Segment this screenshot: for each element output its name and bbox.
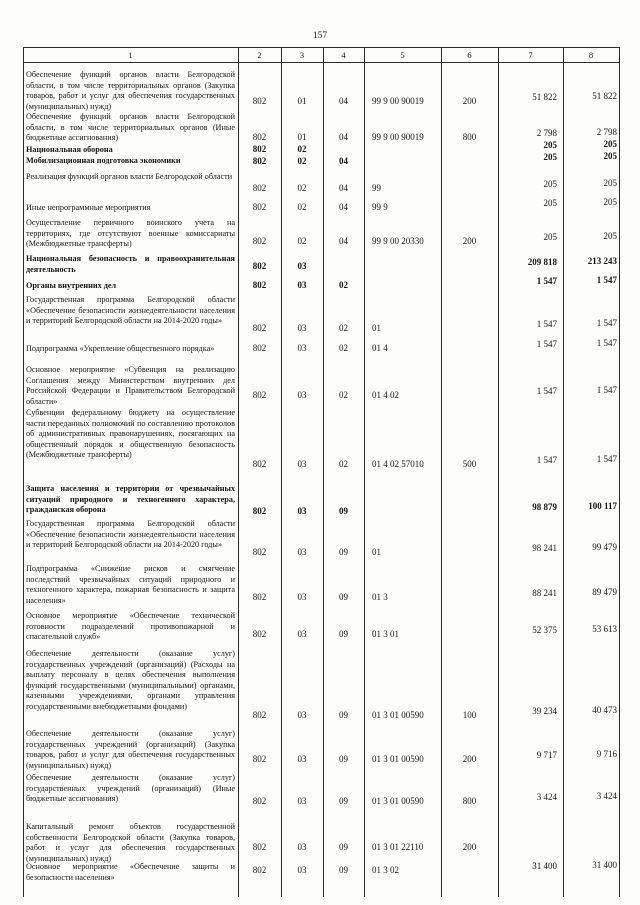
target-article-cell: 01 3 02	[372, 865, 399, 875]
page-number: 157	[312, 31, 328, 41]
amount-first-cell: 2 798	[536, 128, 557, 138]
admin-code-cell: 802	[252, 710, 267, 720]
amount-second-cell: 3 424	[596, 791, 617, 801]
section-code-cell: 02	[297, 236, 307, 246]
column-rule	[238, 47, 239, 897]
admin-code-cell: 802	[252, 132, 267, 142]
subsection-code-cell: 09	[339, 547, 348, 557]
section-code-cell: 03	[297, 754, 307, 764]
subsection-code-cell: 02	[339, 390, 348, 400]
subsection-code-cell: 09	[339, 629, 348, 639]
subsection-code-cell: 02	[339, 280, 348, 290]
admin-code-cell: 802	[252, 865, 267, 875]
column-rule	[441, 47, 442, 897]
column-rule	[323, 47, 324, 897]
target-article-cell: 99 9 00 20330	[372, 236, 424, 246]
row-description: Подпрограмма «Снижение рисков и смягчение последствий чрезвычайных ситуаций природного и техногенного характера, пожарная безопасность и защита населения»	[26, 564, 235, 605]
amount-second-cell: 99 479	[592, 542, 617, 552]
section-code-cell: 03	[297, 592, 307, 602]
column-header-5: 5	[400, 50, 405, 60]
amount-first-cell: 39 234	[532, 706, 557, 716]
amount-first-cell: 1 547	[536, 276, 557, 286]
amount-second-cell: 40 473	[592, 705, 617, 715]
amount-first-cell: 1 547	[536, 386, 557, 396]
column-header-8: 8	[588, 50, 594, 60]
amount-second-cell: 213 243	[587, 256, 617, 266]
admin-code-cell: 802	[252, 390, 267, 400]
expense-type-cell: 200	[462, 754, 477, 764]
section-code-cell: 02	[297, 202, 307, 212]
subsection-code-cell: 09	[339, 865, 348, 875]
header-bottom-rule	[23, 62, 620, 63]
subsection-code-cell: 09	[339, 842, 348, 852]
amount-second-cell: 9 716	[596, 749, 617, 759]
row-description: Иные непрограммные мероприятия	[26, 203, 151, 212]
subsection-code-cell: 04	[339, 202, 348, 212]
amount-second-cell: 89 479	[592, 587, 617, 597]
subsection-code-cell: 04	[339, 183, 348, 193]
target-article-cell: 99 9 00 90019	[372, 96, 424, 106]
row-description: Реализация функций органов власти Белгородской области	[26, 172, 233, 181]
row-description: Обеспечение функций органов власти Белгородской области, в том числе территориальных органов (Закупка товаров, работ и услуг для обеспечения государственных (муниципальных) нужд)	[26, 70, 235, 111]
row-description: Основное мероприятие «Обеспечение защиты и безопасности населения»	[26, 862, 235, 882]
target-article-cell: 01 3 01 22110	[372, 842, 424, 852]
section-code-cell: 03	[297, 842, 307, 852]
row-description: Государственная программа Белгородской области «Обеспечение безопасности жизнедеятельности населения и территорий Белгородской области на 2014-2020 годы»	[26, 295, 235, 326]
target-article-cell: 01 3 01	[372, 629, 399, 639]
row-description: Осуществление первичного воинского учета на территориях, где отсутствуют военные комиссариаты (Межбюджетные трансферты)	[26, 218, 235, 249]
amount-first-cell: 209 818	[527, 257, 557, 267]
amount-first-cell: 31 400	[532, 861, 557, 871]
amount-first-cell: 205	[543, 198, 557, 208]
amount-first-cell: 98 241	[532, 543, 557, 553]
amount-second-cell: 1 547	[596, 338, 617, 348]
amount-second-cell: 31 400	[592, 860, 617, 870]
expense-type-cell: 100	[462, 710, 477, 720]
row-description: Обеспечение функций органов власти Белгородской области, в том числе территориальных органов (Иные бюджетные ассигнования)	[26, 112, 235, 143]
subsection-code-cell: 04	[339, 96, 348, 106]
section-code-cell: 02	[297, 183, 307, 193]
target-article-cell: 01	[372, 547, 381, 557]
expense-type-cell: 200	[462, 236, 477, 246]
amount-second-cell: 1 547	[596, 275, 617, 285]
section-code-cell: 02	[297, 156, 307, 166]
subsection-code-cell: 04	[339, 236, 348, 246]
amount-second-cell: 205	[603, 139, 617, 149]
amount-first-cell: 205	[543, 232, 557, 242]
column-rule	[563, 47, 564, 897]
subsection-code-cell: 09	[339, 796, 348, 806]
admin-code-cell: 802	[252, 236, 267, 246]
section-code-cell: 02	[297, 144, 307, 154]
expense-type-cell: 500	[462, 459, 477, 469]
row-description: Основное мероприятие «Обеспечение технической готовности подразделений противопожарной и спасательной служб»	[26, 611, 235, 642]
target-article-cell: 99 9	[372, 202, 388, 212]
section-code-cell: 03	[297, 506, 307, 516]
column-rule	[23, 47, 24, 897]
section-code-cell: 03	[297, 390, 307, 400]
subsection-code-cell: 09	[339, 592, 348, 602]
admin-code-cell: 802	[252, 547, 267, 557]
admin-code-cell: 802	[252, 506, 267, 516]
row-description: Обеспечение деятельности (оказание услуг) государственных учреждений (организаций) (Иные бюджетные ассигнования)	[26, 773, 235, 804]
column-header-4: 4	[341, 50, 346, 60]
section-code-cell: 03	[297, 865, 307, 875]
column-header-1: 1	[128, 50, 133, 60]
row-description: Мобилизационная подготовка экономики	[26, 156, 181, 165]
amount-second-cell: 1 547	[596, 385, 617, 395]
column-rule	[281, 47, 282, 897]
admin-code-cell: 802	[252, 592, 267, 602]
section-code-cell: 03	[297, 280, 307, 290]
column-rule	[364, 47, 365, 897]
section-code-cell: 03	[297, 547, 307, 557]
admin-code-cell: 802	[252, 323, 267, 333]
section-code-cell: 03	[297, 629, 307, 639]
admin-code-cell: 802	[252, 629, 267, 639]
amount-second-cell: 100 117	[588, 501, 617, 511]
section-code-cell: 03	[297, 710, 307, 720]
subsection-code-cell: 04	[339, 156, 348, 166]
row-description: Основное мероприятие «Субвенция на реализацию Соглашения между Министерством внутренних дел Российской Федерации и Правительством Белгородской области»	[26, 365, 235, 406]
amount-first-cell: 9 717	[536, 750, 557, 760]
target-article-cell: 01 4	[372, 343, 388, 353]
column-rule	[619, 47, 620, 897]
section-code-cell: 01	[297, 132, 307, 142]
row-description: Капитальный ремонт объектов государственной собственности Белгородской области (Закупка товаров, работ и услуг для обеспечения государственных (муниципальных) нужд)	[26, 822, 235, 863]
section-code-cell: 03	[297, 343, 307, 353]
amount-first-cell: 205	[543, 140, 557, 150]
column-header-7: 7	[528, 50, 533, 60]
row-description: Подпрограмма «Укрепление общественного порядка»	[26, 344, 215, 353]
row-description: Субвенции федеральному бюджету на осуществление части переданных полномочий по составлению протоколов об административных правонарушениях, посягающих на общественный порядок и общественную безопасность (Межбюджетные трансферты)	[26, 408, 235, 460]
admin-code-cell: 802	[252, 459, 267, 469]
admin-code-cell: 802	[252, 261, 267, 271]
expense-type-cell: 200	[462, 842, 477, 852]
subsection-code-cell: 09	[339, 506, 348, 516]
admin-code-cell: 802	[252, 96, 267, 106]
expense-type-cell: 800	[462, 132, 477, 142]
target-article-cell: 01 3 01 00590	[372, 754, 424, 764]
row-description: Обеспечение деятельности (оказание услуг) государственных учреждений (организаций) (Закупка товаров, работ и услуг для обеспечения государственных (муниципальных) нужд)	[26, 729, 235, 770]
subsection-code-cell: 04	[339, 132, 348, 142]
column-rule	[498, 47, 499, 897]
admin-code-cell: 802	[252, 202, 267, 212]
amount-first-cell: 1 547	[536, 455, 557, 465]
target-article-cell: 99	[372, 183, 381, 193]
section-code-cell: 03	[297, 323, 307, 333]
expense-type-cell: 800	[462, 796, 477, 806]
amount-first-cell: 3 424	[536, 792, 557, 802]
section-code-cell: 03	[297, 261, 307, 271]
subsection-code-cell: 09	[339, 710, 348, 720]
row-description: Органы внутренних дел	[26, 281, 117, 290]
amount-second-cell: 205	[603, 197, 617, 207]
subsection-code-cell: 02	[339, 459, 348, 469]
subsection-code-cell: 09	[339, 754, 348, 764]
amount-second-cell: 51 822	[592, 91, 617, 101]
amount-first-cell: 88 241	[532, 588, 557, 598]
target-article-cell: 01 3 01 00590	[372, 710, 424, 720]
admin-code-cell: 802	[252, 156, 267, 166]
admin-code-cell: 802	[252, 343, 267, 353]
row-description: Национальная безопасность и правоохранительная деятельность	[26, 254, 235, 274]
amount-first-cell: 205	[543, 152, 557, 162]
expense-type-cell: 200	[462, 96, 477, 106]
amount-first-cell: 98 879	[532, 502, 557, 512]
amount-first-cell: 1 547	[536, 319, 557, 329]
admin-code-cell: 802	[252, 842, 267, 852]
target-article-cell: 01 4 02	[372, 390, 399, 400]
admin-code-cell: 802	[252, 280, 267, 290]
target-article-cell: 01 3 01 00590	[372, 796, 424, 806]
amount-first-cell: 51 822	[532, 92, 557, 102]
amount-second-cell: 1 547	[596, 318, 617, 328]
target-article-cell: 01 4 02 57010	[372, 459, 424, 469]
target-article-cell: 99 9 00 90019	[372, 132, 424, 142]
admin-code-cell: 802	[252, 796, 267, 806]
subsection-code-cell: 02	[339, 323, 348, 333]
section-code-cell: 03	[297, 459, 307, 469]
row-description: Национальная оборона	[26, 145, 113, 154]
row-description: Государственная программа Белгородской области «Обеспечение безопасности жизнедеятельности населения и территорий Белгородской области на 2014-2020 годы»	[26, 519, 235, 550]
row-description: Защита населения и территории от чрезвычайных ситуаций природного и техногенного характера, гражданская оборона	[26, 484, 235, 515]
column-header-2: 2	[257, 50, 262, 60]
amount-second-cell: 205	[603, 151, 617, 161]
amount-second-cell: 205	[603, 231, 617, 241]
admin-code-cell: 802	[252, 183, 267, 193]
amount-second-cell: 1 547	[596, 454, 617, 464]
section-code-cell: 03	[297, 796, 307, 806]
admin-code-cell: 802	[252, 144, 267, 154]
table-top-rule	[23, 47, 620, 48]
column-header-3: 3	[299, 50, 305, 60]
admin-code-cell: 802	[252, 754, 267, 764]
amount-first-cell: 52 375	[532, 625, 557, 635]
column-header-6: 6	[467, 50, 472, 60]
target-article-cell: 01 3	[372, 592, 388, 602]
amount-second-cell: 2 798	[596, 127, 617, 137]
amount-second-cell: 53 613	[592, 624, 617, 634]
amount-first-cell: 1 547	[536, 339, 557, 349]
amount-second-cell: 205	[603, 178, 617, 188]
subsection-code-cell: 02	[339, 343, 348, 353]
amount-first-cell: 205	[543, 179, 557, 189]
row-description: Обеспечение деятельности (оказание услуг) государственных учреждений (организаций) (Расходы на выплату персоналу в целях обеспечения выполнения функций государственными (муниципальными) органами, казенными учреждениями, органами управления государственными внебюджетными фондами)	[26, 649, 235, 711]
target-article-cell: 01	[372, 323, 381, 333]
section-code-cell: 01	[297, 96, 307, 106]
